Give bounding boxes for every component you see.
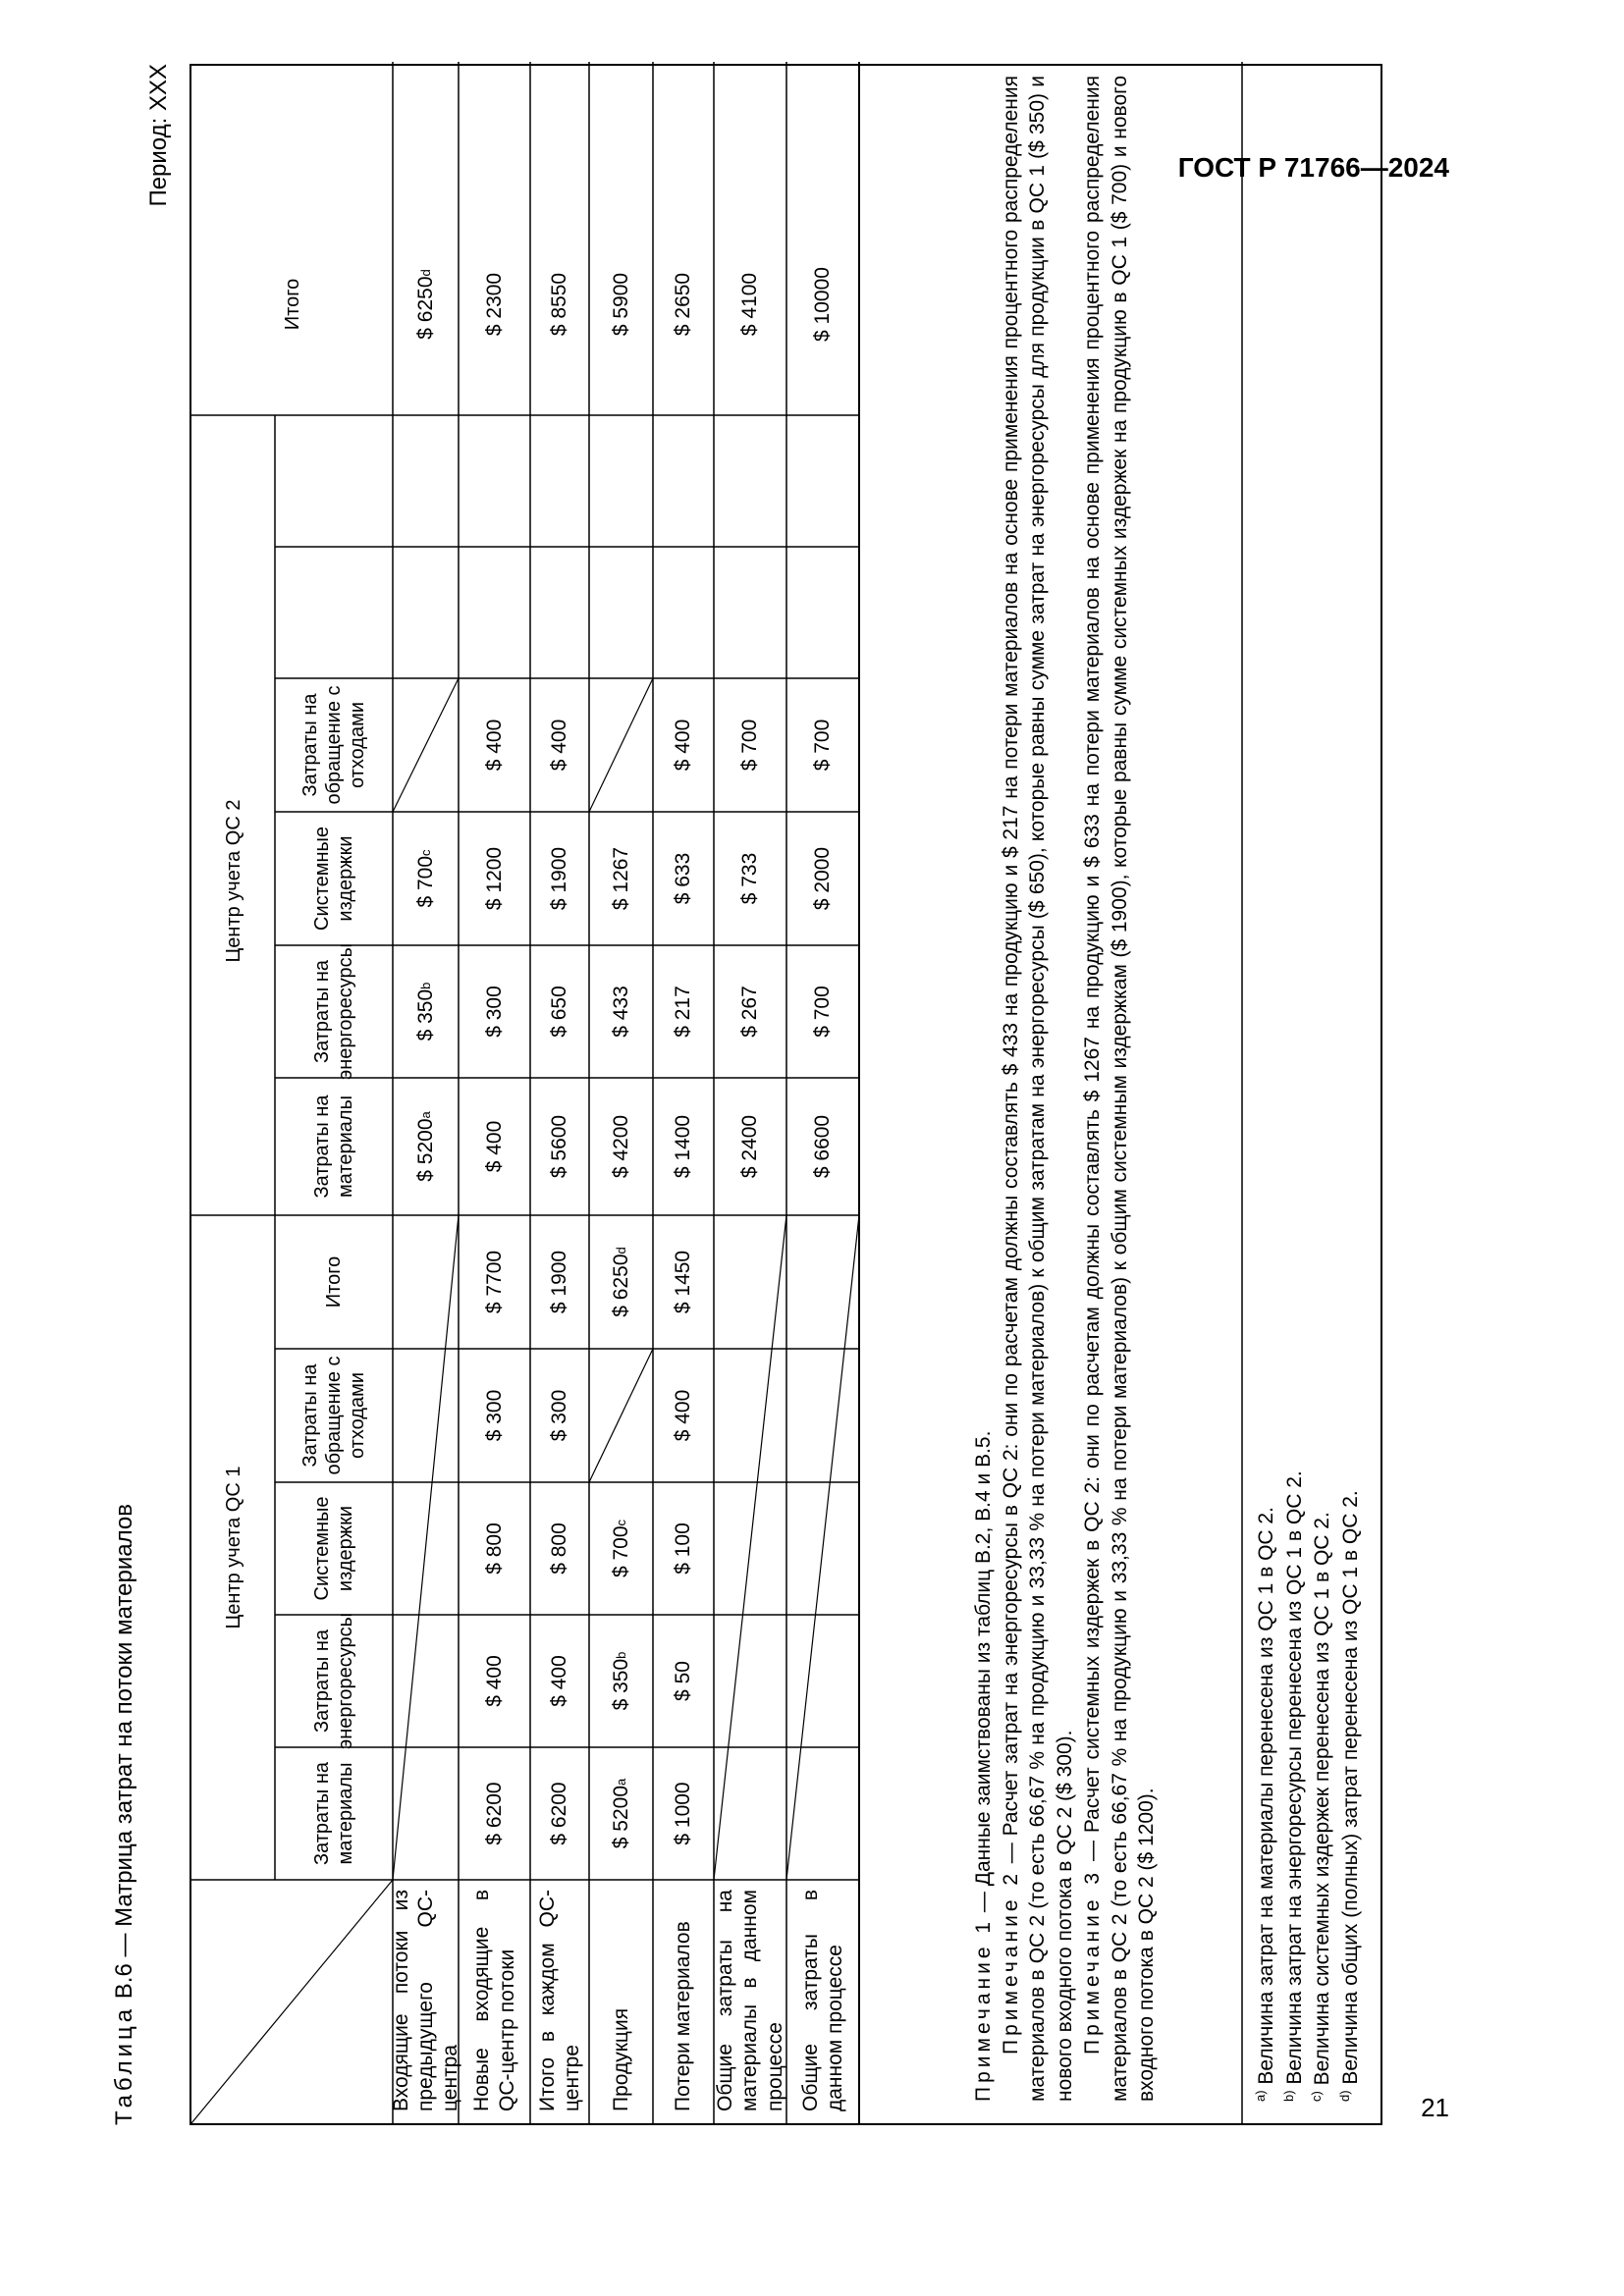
qc2-value-text: $ 300 (482, 986, 506, 1038)
qc1-value (589, 1215, 653, 1349)
document-header: ГОСТ Р 71766—2024 (1177, 152, 1449, 183)
qc1-column-header (275, 1482, 393, 1615)
qc1-value-text: $ 400 (548, 1655, 571, 1707)
qc1-value-text: $ 6200 (548, 1782, 571, 1845)
qc1-value (530, 1215, 589, 1349)
note-prefix: Примечание 3 (1080, 1868, 1104, 2055)
note-3 (1079, 76, 1161, 2102)
qc1-value-text: $ 400 (482, 1655, 506, 1707)
qc1-value (459, 1215, 530, 1349)
table-notes (962, 62, 1242, 2123)
qc2-value-text: $ 217 (672, 986, 695, 1038)
row-label (389, 1880, 462, 2123)
qc2-column-header-text: Системные издержки (311, 827, 356, 931)
qc2-value-footnote-mark: a (417, 1111, 433, 1119)
qc1-value-text: $ 350 (609, 1658, 632, 1711)
qc1-value-text: $ 700 (609, 1525, 632, 1578)
note-text: — Расчет затрат на энергоресурсы в QC 2: они по расчетам должны составлять $ 433 на продукцию и $ 217 на потери материалов на основе применения процентного распределения материалов в QC 2 (то есть 66,67 % на продукцию и 33,33 % на потери материалов) к общим затратам на энергоресурсы ($ 650), которые равны сумме затрат на энергоресурсы для продукции в QC 1 ($ 350) и нового входного потока в QC 2 ($ 300). (999, 76, 1077, 2102)
qc2-value-text: $ 700 (738, 719, 762, 772)
qc2-column-header (275, 812, 393, 945)
footnote-3 (1308, 76, 1336, 2102)
header-corner-diagonal (191, 1880, 393, 2123)
footnote-2 (1280, 76, 1309, 2102)
table-title-prefix: Таблица (111, 2004, 137, 2125)
qc2-value (714, 945, 786, 1078)
qc1-value-text: $ 6250 (609, 1254, 632, 1317)
qc1-column-header (275, 1349, 393, 1482)
row-label (714, 1880, 786, 2123)
qc1-column-header-text: Затраты на энергоресурсы (311, 1613, 356, 1749)
qc2-value-text: $ 650 (548, 986, 571, 1038)
qc2-value (589, 812, 653, 945)
qc2-value-text: $ 2000 (811, 846, 835, 911)
row-total-value-text: $ 5900 (609, 272, 632, 337)
qc2-value (653, 1078, 714, 1215)
qc1-value (459, 1747, 530, 1880)
qc1-column-header (275, 1747, 393, 1880)
qc1-value-text: $ 1900 (548, 1250, 571, 1314)
row-total-value (393, 62, 459, 547)
qc1-value (653, 1349, 714, 1482)
row-label (589, 1880, 653, 2123)
qc2-value (530, 678, 589, 812)
group-header-qc2-text: Центр учета QC 2 (222, 799, 244, 963)
qc2-value-text: $ 5600 (548, 1114, 571, 1179)
qc1-column-header (275, 1215, 393, 1349)
footnote-text: Величина системных издержек перенесена из QC 1 в QC 2. (1311, 1512, 1334, 2092)
qc1-value-footnote-mark: c (613, 1519, 628, 1526)
qc2-value (393, 812, 459, 945)
footnote-mark: c) (1309, 2091, 1325, 2102)
qc2-value (653, 678, 714, 812)
qc1-value-text: $ 800 (548, 1522, 571, 1575)
qc1-value (530, 1482, 589, 1615)
qc1-value-text: $ 1450 (672, 1250, 695, 1314)
footnote-1 (1252, 76, 1280, 2102)
qc2-value-text: $ 1267 (609, 846, 632, 911)
row-total-value-text: $ 6250 (413, 276, 437, 340)
qc1-value-text: $ 7700 (482, 1250, 506, 1314)
qc2-value-text: $ 400 (482, 719, 506, 772)
qc1-value-text: $ 5200 (609, 1786, 632, 1849)
cost-matrix-table (189, 64, 1382, 2125)
qc1-value (589, 1747, 653, 1880)
footnote-mark: b) (1280, 2090, 1296, 2102)
qc1-column-header-text: Затраты на материалы (311, 1762, 356, 1865)
qc1-value-footnote-mark: b (613, 1651, 628, 1659)
table-footnotes (1242, 62, 1384, 2123)
row-total-value-text: $ 4100 (738, 272, 762, 337)
row-total-value-text: $ 8550 (548, 272, 571, 337)
page-number: 21 (1421, 2093, 1449, 2122)
qc1-value (589, 1482, 653, 1615)
qc1-value-footnote-mark: d (613, 1247, 628, 1255)
qc1-value (653, 1215, 714, 1349)
row-label-text: Общие затраты в данном процессе (798, 1890, 846, 2111)
qc2-value-text: $ 700 (811, 719, 835, 772)
row-total-value (530, 62, 589, 547)
qc2-value (530, 812, 589, 945)
qc1-column-header-text: Системные издержки (311, 1496, 356, 1601)
qc2-value-text: $ 433 (609, 986, 632, 1038)
qc2-value (459, 1078, 530, 1215)
qc2-value-text: $ 267 (738, 986, 762, 1038)
qc2-value-text: $ 633 (672, 852, 695, 905)
qc2-value-footnote-mark: c (417, 849, 433, 856)
period-label: Период: XXX (145, 64, 172, 207)
qc2-value-text: $ 400 (672, 719, 695, 772)
qc2-column-header-text: Затраты на обращение с отходами (299, 685, 368, 805)
rotated-table-page (106, 64, 1382, 2125)
footnote-text: Величина затрат на энергоресурсы перенесена из QC 1 в QC 2. (1282, 1470, 1306, 2091)
qc1-value (589, 1615, 653, 1747)
qc1-value (653, 1747, 714, 1880)
empty-cell-diagonal (589, 1349, 653, 1482)
qc2-value-text: $ 4200 (609, 1114, 632, 1179)
row-label-text: Потери материалов (672, 1921, 695, 2111)
qc2-value (393, 1078, 459, 1215)
footnote-4 (1336, 76, 1365, 2102)
row-total-value (459, 62, 530, 547)
qc1-value-text: $ 50 (672, 1661, 695, 1701)
note-text: — Расчет системных издержек в QC 2: они по расчетам должны составлять $ 1267 на продукцию и $ 633 на потери материалов на основе применения процентного распределения материалов в QC 2 (то есть 66,67 % на продукцию и 33,33 % на потери материалов) к общим системным издержкам ($ 1900), которые равны сумме системных издержек на продукцию в QC 1 ($ 700) и нового входного потока в QC 2 ($ 1200). (1080, 76, 1159, 2102)
qc2-value-text: $ 733 (738, 852, 762, 905)
table-title (111, 1504, 138, 2125)
note-1 (970, 76, 998, 2102)
qc2-value (530, 1078, 589, 1215)
note-2 (998, 76, 1079, 2102)
row-label (530, 1880, 589, 2123)
qc2-value (459, 812, 530, 945)
qc2-value (786, 812, 859, 945)
qc1-value-text: $ 800 (482, 1522, 506, 1575)
qc1-column-header (275, 1615, 393, 1747)
note-prefix: Примечание 1 (972, 1917, 995, 2102)
qc1-value (530, 1349, 589, 1482)
qc2-value-text: $ 1200 (482, 846, 506, 911)
empty-cell-diagonal (714, 1215, 786, 1880)
qc2-value (653, 812, 714, 945)
qc1-value-text: $ 1000 (672, 1782, 695, 1845)
row-total-value (786, 62, 859, 547)
qc2-value (589, 1078, 653, 1215)
qc1-value (459, 1615, 530, 1747)
qc1-value (653, 1482, 714, 1615)
qc1-value (530, 1615, 589, 1747)
row-total-value (714, 62, 786, 547)
row-total-value (653, 62, 714, 547)
qc2-column-header (275, 945, 393, 1078)
qc1-value (459, 1482, 530, 1615)
row-total-value-text: $ 2300 (482, 272, 506, 337)
qc1-value-text: $ 6200 (482, 1782, 506, 1845)
row-label-text: Входящие потоки из предыдущего QC-центра (389, 1890, 462, 2111)
qc2-value-text: $ 2400 (738, 1114, 762, 1179)
qc2-value-text: $ 5200 (413, 1118, 437, 1182)
row-label (459, 1880, 530, 2123)
footnote-text: Величина затрат на материалы перенесена из QC 1 в QC 2. (1255, 1507, 1277, 2091)
qc1-value-text: $ 400 (672, 1389, 695, 1442)
qc2-value-text: $ 6600 (811, 1114, 835, 1179)
empty-cell-diagonal (393, 678, 459, 812)
qc1-value (530, 1747, 589, 1880)
row-label-text: Итого в каждом QC-центре (535, 1890, 583, 2111)
qc2-value (714, 1078, 786, 1215)
note-prefix: Примечание 2 (999, 1869, 1022, 2055)
row-label (653, 1880, 714, 2123)
qc2-value (714, 812, 786, 945)
qc2-value (714, 678, 786, 812)
qc2-value (786, 678, 859, 812)
qc2-value (786, 1078, 859, 1215)
footnote-text: Величина общих (полных) затрат перенесена из QC 1 в QC 2. (1339, 1490, 1363, 2091)
group-header-qc2 (191, 547, 275, 1215)
qc2-column-header-text: Затраты на энергоресурсы (311, 943, 356, 1080)
empty-cell-diagonal (786, 1215, 859, 1880)
qc2-value (393, 945, 459, 1078)
group-header-qc1-text: Центр учета QC 1 (222, 1466, 244, 1629)
row-total-value (589, 62, 653, 547)
qc2-value-footnote-mark: b (417, 982, 433, 989)
empty-cell-diagonal (393, 1215, 459, 1880)
row-total-value-footnote-mark: d (417, 269, 433, 277)
qc2-value (589, 945, 653, 1078)
qc2-value-text: $ 1400 (672, 1114, 695, 1179)
qc1-value (653, 1615, 714, 1747)
note-text: — Данные заимствованы из таблиц В.2, В.4 и В.5. (972, 1430, 995, 1918)
qc1-value-footnote-mark: a (613, 1778, 628, 1786)
qc2-value-text: $ 400 (482, 1120, 506, 1173)
qc2-column-header (275, 678, 393, 812)
qc1-value-text: $ 300 (482, 1389, 506, 1442)
row-total-value-text: $ 10000 (811, 267, 835, 342)
qc2-column-header-text: Затраты на материалы (311, 1095, 356, 1199)
total-header (191, 62, 393, 547)
row-label (786, 1880, 859, 2123)
group-header-qc1 (191, 1215, 275, 1880)
row-label-text: Общие затраты на материалы в данном процессе (714, 1890, 786, 2111)
qc1-value-text: $ 300 (548, 1389, 571, 1442)
total-header-text: Итого (281, 278, 303, 331)
qc1-value (459, 1349, 530, 1482)
qc2-value (653, 945, 714, 1078)
qc2-value-text: $ 1900 (548, 846, 571, 911)
row-total-value-text: $ 2650 (672, 272, 695, 337)
qc2-value-text: $ 350 (413, 988, 437, 1041)
qc2-value-text: $ 400 (548, 719, 571, 772)
qc2-value (459, 945, 530, 1078)
empty-cell-diagonal (589, 678, 653, 812)
qc1-value-text: $ 100 (672, 1522, 695, 1575)
qc2-value (786, 945, 859, 1078)
qc2-value-text: $ 700 (811, 986, 835, 1038)
qc2-value (459, 678, 530, 812)
table-title-text: В.6 — Матрица затрат на потоки материалов (111, 1504, 137, 2000)
qc1-column-header-text: Итого (323, 1255, 345, 1308)
footnote-mark: a) (1253, 2090, 1268, 2102)
qc1-column-header-text: Затраты на обращение с отходами (299, 1356, 368, 1475)
row-label-text: Новые входящие в QC-центр потоки (470, 1890, 518, 2111)
qc2-value-text: $ 700 (413, 855, 437, 908)
footnote-mark: d) (1337, 2090, 1353, 2102)
row-label-text: Продукция (609, 2007, 632, 2111)
qc2-value (530, 945, 589, 1078)
qc2-column-header (275, 1078, 393, 1215)
